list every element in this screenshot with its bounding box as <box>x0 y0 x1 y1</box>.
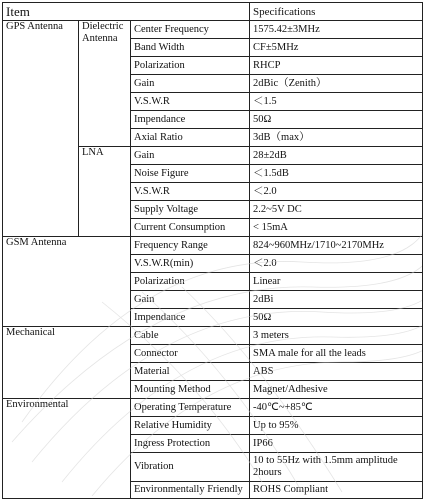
value-cell: SMA male for all the leads <box>250 345 423 363</box>
value-cell: IP66 <box>250 435 423 453</box>
param-cell: Ingress Protection <box>131 435 250 453</box>
value-cell: RHCP <box>250 57 423 75</box>
table-row <box>3 237 423 255</box>
param-cell: Cable <box>131 327 250 345</box>
table-row <box>3 399 423 417</box>
value-cell: 3 meters <box>250 327 423 345</box>
value-cell: 2.2~5V DC <box>250 201 423 219</box>
param-cell: V.S.W.R <box>131 93 250 111</box>
param-cell: Material <box>131 363 250 381</box>
param-cell: Impendance <box>131 111 250 129</box>
value-cell: 10 to 55Hz with 1.5mm amplitude 2hours <box>250 453 423 482</box>
param-cell: Supply Voltage <box>131 201 250 219</box>
value-cell: ＜2.0 <box>250 255 423 273</box>
value-cell: Magnet/Adhesive <box>250 381 423 399</box>
value-cell: CF±5MHz <box>250 39 423 57</box>
value-cell: ROHS Compliant <box>250 482 423 499</box>
param-cell: Current Consumption <box>131 219 250 237</box>
value-cell: Up to 95% <box>250 417 423 435</box>
param-cell: Polarization <box>131 57 250 75</box>
section-gps-antenna: GPS Antenna <box>3 21 79 237</box>
param-cell: Axial Ratio <box>131 129 250 147</box>
value-cell: 50Ω <box>250 111 423 129</box>
section-mechanical: Mechanical <box>3 327 131 399</box>
value-cell: Linear <box>250 273 423 291</box>
value-cell: 2dBi <box>250 291 423 309</box>
spec-table <box>2 2 423 499</box>
value-cell: 50Ω <box>250 309 423 327</box>
header-specifications: Specifications <box>250 3 423 21</box>
value-cell: < 15mA <box>250 219 423 237</box>
header-row <box>3 3 423 21</box>
value-cell: 1575.42±3MHz <box>250 21 423 39</box>
param-cell: Relative Humidity <box>131 417 250 435</box>
param-cell: Vibration <box>131 453 250 482</box>
param-cell: Operating Temperature <box>131 399 250 417</box>
param-cell: Gain <box>131 291 250 309</box>
value-cell: 2dBic（Zenith） <box>250 75 423 93</box>
value-cell: -40℃~+85℃ <box>250 399 423 417</box>
table-row <box>3 327 423 345</box>
value-cell: ABS <box>250 363 423 381</box>
table-row <box>3 21 423 39</box>
param-cell: Connector <box>131 345 250 363</box>
param-cell: V.S.W.R(min) <box>131 255 250 273</box>
value-cell: 3dB（max） <box>250 129 423 147</box>
section-environmental: Environmental <box>3 399 131 499</box>
subsection-lna: LNA <box>79 147 131 237</box>
param-cell: Frequency Range <box>131 237 250 255</box>
param-cell: Band Width <box>131 39 250 57</box>
header-item: Item <box>3 3 250 21</box>
param-cell: Center Frequency <box>131 21 250 39</box>
value-cell: ＜1.5dB <box>250 165 423 183</box>
value-cell: ＜1.5 <box>250 93 423 111</box>
spec-sheet <box>2 2 422 496</box>
param-cell: Impendance <box>131 309 250 327</box>
param-cell: Polarization <box>131 273 250 291</box>
param-cell: Environmentally Friendly <box>131 482 250 499</box>
value-cell: 28±2dB <box>250 147 423 165</box>
value-cell: ＜2.0 <box>250 183 423 201</box>
section-gsm-antenna: GSM Antenna <box>3 237 131 327</box>
param-cell: Gain <box>131 75 250 93</box>
param-cell: Noise Figure <box>131 165 250 183</box>
param-cell: Gain <box>131 147 250 165</box>
value-cell: 824~960MHz/1710~2170MHz <box>250 237 423 255</box>
param-cell: V.S.W.R <box>131 183 250 201</box>
subsection-dielectric-antenna: Dielectric Antenna <box>79 21 131 147</box>
param-cell: Mounting Method <box>131 381 250 399</box>
